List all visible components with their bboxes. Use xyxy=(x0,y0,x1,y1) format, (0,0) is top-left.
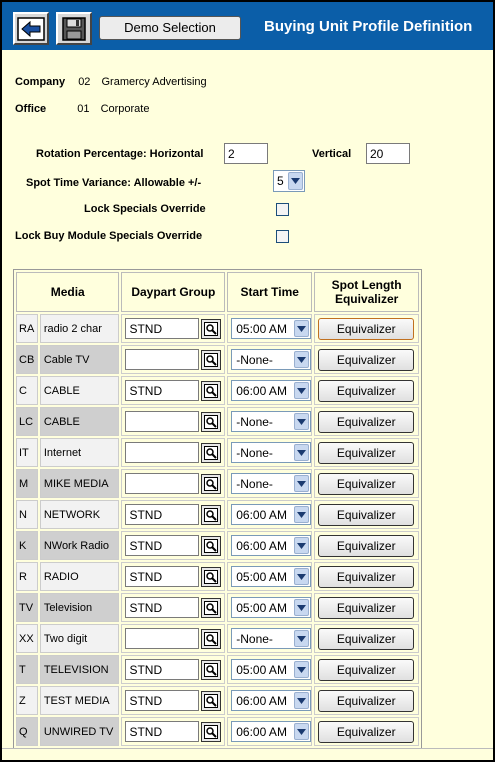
media-code: N xyxy=(16,500,38,529)
table-row xyxy=(16,531,419,560)
media-name: TELEVISION xyxy=(40,655,120,684)
daypart-group xyxy=(122,566,224,587)
lock-specials-checkbox[interactable] xyxy=(276,203,289,216)
daypart-group xyxy=(122,628,224,649)
save-disk-icon xyxy=(61,16,87,42)
rotation-vertical-input[interactable] xyxy=(366,143,410,164)
chevron-down-icon xyxy=(294,692,309,709)
equivalizer-cell xyxy=(314,593,419,622)
start-time-cell xyxy=(227,655,312,684)
daypart-group xyxy=(122,349,224,370)
daypart-input[interactable] xyxy=(125,659,199,680)
media-name: radio 2 char xyxy=(40,314,120,343)
company-label: Company xyxy=(15,76,66,88)
daypart-cell xyxy=(121,593,225,622)
start-time-cell xyxy=(227,531,312,560)
office-code: 01 xyxy=(77,103,90,115)
start-time-value: -None- xyxy=(236,631,273,646)
media-code: Q xyxy=(16,717,38,746)
start-time-select[interactable] xyxy=(231,473,311,494)
start-time-cell xyxy=(227,376,312,405)
daypart-input[interactable] xyxy=(125,721,199,742)
lookup-icon[interactable] xyxy=(201,629,221,649)
equivalizer-cell xyxy=(314,345,419,374)
daypart-cell xyxy=(121,531,225,560)
start-time-value: -None- xyxy=(236,476,273,491)
equivalizer-button[interactable]: Equivalizer xyxy=(318,411,414,433)
vertical-label: Vertical xyxy=(312,148,352,160)
daypart-input[interactable] xyxy=(125,628,199,649)
variance-select[interactable] xyxy=(273,170,305,192)
lookup-icon[interactable] xyxy=(201,412,221,432)
start-time-cell xyxy=(227,314,312,343)
lookup-icon[interactable] xyxy=(201,505,221,525)
daypart-input[interactable] xyxy=(125,411,199,432)
chevron-down-icon xyxy=(294,537,309,554)
start-time-cell xyxy=(227,345,312,374)
start-time-value: -None- xyxy=(236,352,273,367)
equivalizer-cell xyxy=(314,376,419,405)
chevron-down-icon xyxy=(294,475,309,492)
daypart-input[interactable] xyxy=(125,535,199,556)
start-time-value: 06:00 AM xyxy=(236,507,287,522)
media-code: C xyxy=(16,376,38,405)
start-time-cell xyxy=(227,686,312,715)
daypart-cell xyxy=(121,438,225,467)
daypart-cell xyxy=(121,407,225,436)
table-row xyxy=(16,624,419,653)
lookup-icon[interactable] xyxy=(201,691,221,711)
equivalizer-cell xyxy=(314,717,419,746)
chevron-down-icon xyxy=(294,568,309,585)
demo-selection-button[interactable]: Demo Selection xyxy=(99,16,241,40)
media-name: Internet xyxy=(40,438,120,467)
divider xyxy=(2,748,493,749)
equivalizer-cell xyxy=(314,686,419,715)
lookup-icon[interactable] xyxy=(201,474,221,494)
media-code: XX xyxy=(16,624,38,653)
chevron-down-icon xyxy=(294,413,309,430)
start-time-select[interactable] xyxy=(231,349,311,370)
equivalizer-button[interactable]: Equivalizer xyxy=(318,442,414,464)
chevron-down-icon xyxy=(294,723,309,740)
start-time-cell xyxy=(227,593,312,622)
lock-buy-checkbox[interactable] xyxy=(276,230,289,243)
page xyxy=(2,2,493,760)
start-time-value: -None- xyxy=(236,445,273,460)
table-row xyxy=(16,500,419,529)
start-time-select[interactable] xyxy=(231,504,311,525)
start-time-cell xyxy=(227,469,312,498)
table-row xyxy=(16,469,419,498)
daypart-input[interactable] xyxy=(125,442,199,463)
media-name: MIKE MEDIA xyxy=(40,469,120,498)
table-header-row xyxy=(16,272,419,312)
media-table xyxy=(13,269,422,749)
daypart-cell xyxy=(121,469,225,498)
equivalizer-cell xyxy=(314,314,419,343)
header-spot-line2: Equivalizer xyxy=(334,292,399,306)
start-time-select[interactable] xyxy=(231,597,311,618)
chevron-down-icon xyxy=(294,506,309,523)
lock-specials-label: Lock Specials Override xyxy=(84,203,206,215)
daypart-group xyxy=(122,535,224,556)
lookup-icon[interactable] xyxy=(201,722,221,742)
lookup-icon[interactable] xyxy=(201,660,221,680)
media-code: M xyxy=(16,469,38,498)
header-spot-length xyxy=(314,272,419,312)
daypart-group xyxy=(122,690,224,711)
equivalizer-cell xyxy=(314,624,419,653)
equivalizer-button[interactable]: Equivalizer xyxy=(318,473,414,495)
header-daypart: Daypart Group xyxy=(121,272,225,312)
chevron-down-icon xyxy=(294,599,309,616)
daypart-cell xyxy=(121,376,225,405)
media-code: R xyxy=(16,562,38,591)
header-start-time: Start Time xyxy=(227,272,312,312)
chevron-down-icon xyxy=(294,661,309,678)
lookup-icon[interactable] xyxy=(201,536,221,556)
media-code: TV xyxy=(16,593,38,622)
media-code: Z xyxy=(16,686,38,715)
daypart-input[interactable] xyxy=(125,566,199,587)
variance-label: Spot Time Variance: Allowable +/- xyxy=(26,177,202,189)
start-time-value: 06:00 AM xyxy=(236,724,287,739)
daypart-group xyxy=(122,721,224,742)
table-row xyxy=(16,562,419,591)
media-code: K xyxy=(16,531,38,560)
page-title: Buying Unit Profile Definition xyxy=(264,18,473,35)
media-name: RADIO xyxy=(40,562,120,591)
start-time-value: 06:00 AM xyxy=(236,538,287,553)
rotation-label: Rotation Percentage: Horizontal xyxy=(36,148,204,160)
start-time-value: 05:00 AM xyxy=(236,569,287,584)
start-time-select[interactable] xyxy=(231,690,311,711)
equivalizer-cell xyxy=(314,438,419,467)
daypart-input[interactable] xyxy=(125,597,199,618)
start-time-cell xyxy=(227,438,312,467)
start-time-select[interactable] xyxy=(231,380,311,401)
daypart-cell xyxy=(121,562,225,591)
table-row xyxy=(16,686,419,715)
daypart-group xyxy=(122,473,224,494)
table-row xyxy=(16,438,419,467)
media-code: RA xyxy=(16,314,38,343)
start-time-select[interactable] xyxy=(231,566,311,587)
media-name: TEST MEDIA xyxy=(40,686,120,715)
equivalizer-button[interactable]: Equivalizer xyxy=(318,628,414,650)
media-name: NETWORK xyxy=(40,500,120,529)
start-time-value: 05:00 AM xyxy=(236,600,287,615)
lock-buy-label: Lock Buy Module Specials Override xyxy=(15,230,203,242)
start-time-select[interactable] xyxy=(231,442,311,463)
daypart-input[interactable] xyxy=(125,380,199,401)
back-arrow-icon xyxy=(17,17,45,41)
daypart-group xyxy=(122,504,224,525)
start-time-cell xyxy=(227,407,312,436)
chevron-down-icon xyxy=(294,630,309,647)
start-time-select[interactable] xyxy=(231,659,311,680)
daypart-input[interactable] xyxy=(125,349,199,370)
variance-value: 5 xyxy=(277,174,284,188)
start-time-select[interactable] xyxy=(231,535,311,556)
equivalizer-cell xyxy=(314,531,419,560)
start-time-value: 06:00 AM xyxy=(236,693,287,708)
equivalizer-cell xyxy=(314,562,419,591)
start-time-value: 05:00 AM xyxy=(236,662,287,677)
equivalizer-button[interactable]: Equivalizer xyxy=(318,690,414,712)
equivalizer-button[interactable]: Equivalizer xyxy=(318,349,414,371)
daypart-input[interactable] xyxy=(125,318,199,339)
table-row xyxy=(16,407,419,436)
table-row xyxy=(16,655,419,684)
daypart-cell xyxy=(121,500,225,529)
start-time-select[interactable] xyxy=(231,628,311,649)
media-code: IT xyxy=(16,438,38,467)
table-row xyxy=(16,345,419,374)
media-code: T xyxy=(16,655,38,684)
company-name: Gramercy Advertising xyxy=(101,76,207,88)
equivalizer-button[interactable]: Equivalizer xyxy=(318,535,414,557)
daypart-group xyxy=(122,411,224,432)
back-button[interactable] xyxy=(13,12,49,45)
company-code: 02 xyxy=(78,76,91,88)
media-name: Two digit xyxy=(40,624,120,653)
media-code: LC xyxy=(16,407,38,436)
table-row xyxy=(16,314,419,343)
lookup-icon[interactable] xyxy=(201,381,221,401)
equivalizer-button[interactable]: Equivalizer xyxy=(318,597,414,619)
start-time-cell xyxy=(227,624,312,653)
media-name: CABLE xyxy=(40,376,120,405)
equivalizer-button[interactable]: Equivalizer xyxy=(318,659,414,681)
media-name: Television xyxy=(40,593,120,622)
daypart-input[interactable] xyxy=(125,473,199,494)
equivalizer-button[interactable]: Equivalizer xyxy=(318,721,414,743)
media-code: CB xyxy=(16,345,38,374)
daypart-cell xyxy=(121,624,225,653)
save-button[interactable] xyxy=(56,12,92,45)
table-row xyxy=(16,593,419,622)
media-name: NWork Radio xyxy=(40,531,120,560)
equivalizer-cell xyxy=(314,407,419,436)
daypart-group xyxy=(122,318,224,339)
chevron-down-icon xyxy=(288,172,303,190)
equivalizer-button[interactable]: Equivalizer xyxy=(318,504,414,526)
office-row xyxy=(15,103,149,115)
header-bar xyxy=(2,2,493,50)
daypart-input[interactable] xyxy=(125,690,199,711)
start-time-cell xyxy=(227,500,312,529)
start-time-value: -None- xyxy=(236,414,273,429)
daypart-cell xyxy=(121,686,225,715)
start-time-select[interactable] xyxy=(231,318,311,339)
daypart-cell xyxy=(121,345,225,374)
equivalizer-button[interactable]: Equivalizer xyxy=(318,566,414,588)
daypart-group xyxy=(122,659,224,680)
header-spot-line1: Spot Length xyxy=(331,278,402,292)
media-name: CABLE xyxy=(40,407,120,436)
media-name: UNWIRED TV xyxy=(40,717,120,746)
chevron-down-icon xyxy=(294,351,309,368)
office-label: Office xyxy=(15,103,47,115)
media-name: Cable TV xyxy=(40,345,120,374)
start-time-cell xyxy=(227,562,312,591)
chevron-down-icon xyxy=(294,382,309,399)
start-time-value: 06:00 AM xyxy=(236,383,287,398)
daypart-cell xyxy=(121,655,225,684)
daypart-cell xyxy=(121,717,225,746)
rotation-horizontal-input[interactable] xyxy=(224,143,268,164)
daypart-group xyxy=(122,442,224,463)
lookup-icon[interactable] xyxy=(201,319,221,339)
table-row xyxy=(16,717,419,746)
equivalizer-button[interactable]: Equivalizer xyxy=(318,318,414,340)
daypart-group xyxy=(122,597,224,618)
start-time-cell xyxy=(227,717,312,746)
equivalizer-cell xyxy=(314,500,419,529)
office-name: Corporate xyxy=(100,103,150,115)
daypart-cell xyxy=(121,314,225,343)
company-row xyxy=(15,76,207,88)
equivalizer-cell xyxy=(314,655,419,684)
table-row xyxy=(16,376,419,405)
lookup-icon[interactable] xyxy=(201,350,221,370)
lookup-icon[interactable] xyxy=(201,598,221,618)
chevron-down-icon xyxy=(294,444,309,461)
lookup-icon[interactable] xyxy=(201,443,221,463)
header-media: Media xyxy=(16,272,119,312)
start-time-select[interactable] xyxy=(231,411,311,432)
daypart-input[interactable] xyxy=(125,504,199,525)
daypart-group xyxy=(122,380,224,401)
chevron-down-icon xyxy=(294,320,309,337)
start-time-value: 05:00 AM xyxy=(236,321,287,336)
lookup-icon[interactable] xyxy=(201,567,221,587)
start-time-select[interactable] xyxy=(231,721,311,742)
equivalizer-button[interactable]: Equivalizer xyxy=(318,380,414,402)
equivalizer-cell xyxy=(314,469,419,498)
